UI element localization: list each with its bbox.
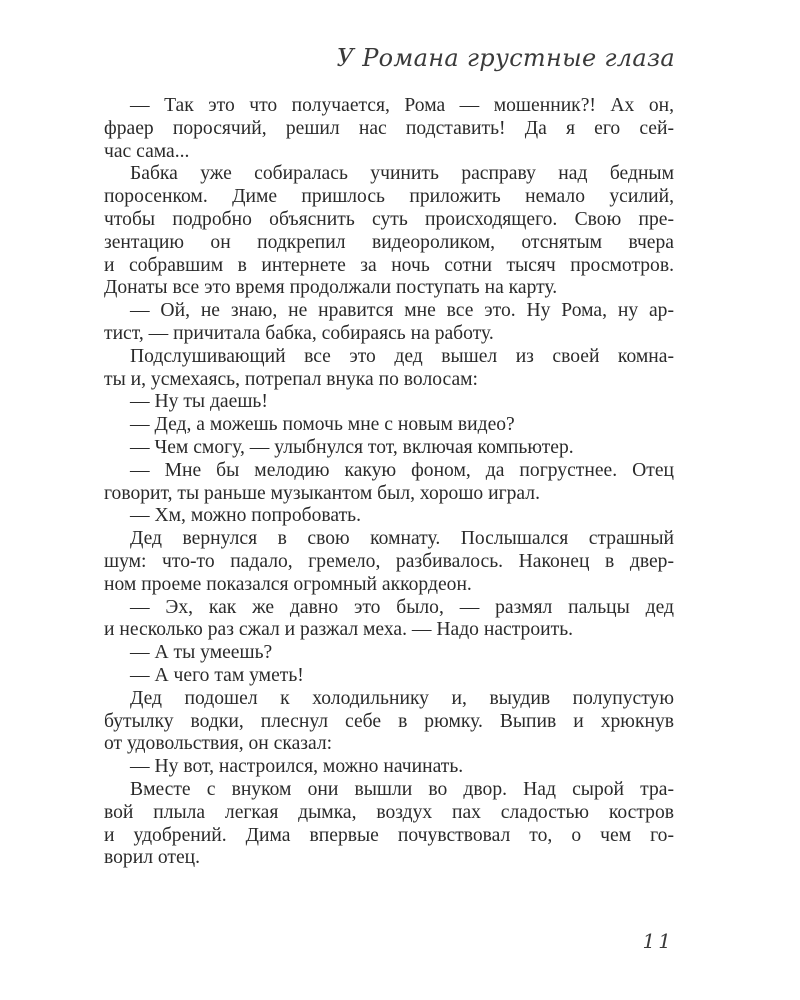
text-line: фраер поросячий, решил нас подставить! Да я его сей-	[104, 117, 674, 139]
text-line: — Ну ты даешь!	[130, 391, 268, 413]
text-line: — Ой, не знаю, не нравится мне все это. Ну Рома, ну ар-	[130, 300, 674, 322]
text-line: шум: что-то падало, гремело, разбивалось. Наконец в двер-	[104, 550, 674, 572]
text-line: и собравшим в интернете за ночь сотни тысяч просмотров.	[104, 254, 674, 276]
page-number: 11	[642, 929, 674, 953]
text-line: Бабка уже собиралась учинить расправу над бедным	[130, 163, 674, 185]
text-line: говорит, ты раньше музыкантом был, хорошо играл.	[104, 482, 540, 504]
text-line: час сама...	[104, 140, 190, 162]
text-line: поросенком. Диме пришлось приложить немало усилий,	[104, 186, 674, 208]
text-line: зентацию он подкрепил видеороликом, отснятым вчера	[104, 231, 674, 253]
text-line: ты и, усмехаясь, потрепал внука по волосам:	[104, 368, 478, 390]
text-line: Донаты все это время продолжали поступать на карту.	[104, 277, 558, 299]
text-line: — Дед, а можешь помочь мне с новым видео?	[130, 414, 515, 436]
text-line: вой плыла легкая дымка, воздух пах сладостью костров	[104, 801, 674, 823]
text-line: — Эх, как же давно это было, — размял пальцы дед	[130, 596, 674, 618]
text-line: от удовольствия, он сказал:	[104, 733, 333, 755]
text-line: — Чем смогу, — улыбнулся тот, включая компьютер.	[130, 436, 574, 458]
text-line: — Мне бы мелодию какую фоном, да погрустнее. Отец	[130, 459, 674, 481]
text-line: — А ты умеешь?	[130, 642, 273, 664]
text-line: бутылку водки, плеснул себе в рюмку. Выпив и хрюкнув	[104, 710, 674, 732]
text-line: — Так это что получается, Рома — мошенник?! Ах он,	[130, 95, 674, 116]
text-line: тист, — причитала бабка, собираясь на работу.	[104, 322, 494, 344]
body-text	[104, 95, 674, 870]
text-line: — А чего там уметь!	[130, 664, 304, 686]
text-line: ном проеме показался огромный аккордеон.	[104, 573, 472, 595]
text-line: и удобрений. Дима впервые почувствовал то, о чем го-	[104, 824, 674, 846]
text-line: Подслушивающий все это дед вышел из своей комна-	[130, 345, 674, 367]
running-header-title: У Романа грустные глаза	[336, 44, 675, 72]
text-line: Дед вернулся в свою комнату. Послышался страшный	[130, 528, 674, 550]
text-line: Дед подошел к холодильнику и, выудив полупустую	[130, 687, 674, 709]
text-line: и несколько раз сжал и разжал меха. — Надо настроить.	[104, 619, 574, 641]
text-line: чтобы подробно объяснить суть происходящего. Свою пре-	[104, 208, 674, 230]
text-line: — Хм, можно попробовать.	[130, 505, 361, 527]
text-line: — Ну вот, настроился, можно начинать.	[130, 756, 464, 778]
text-line: Вместе с внуком они вышли во двор. Над сырой тра-	[130, 778, 674, 800]
text-line: ворил отец.	[104, 847, 201, 869]
